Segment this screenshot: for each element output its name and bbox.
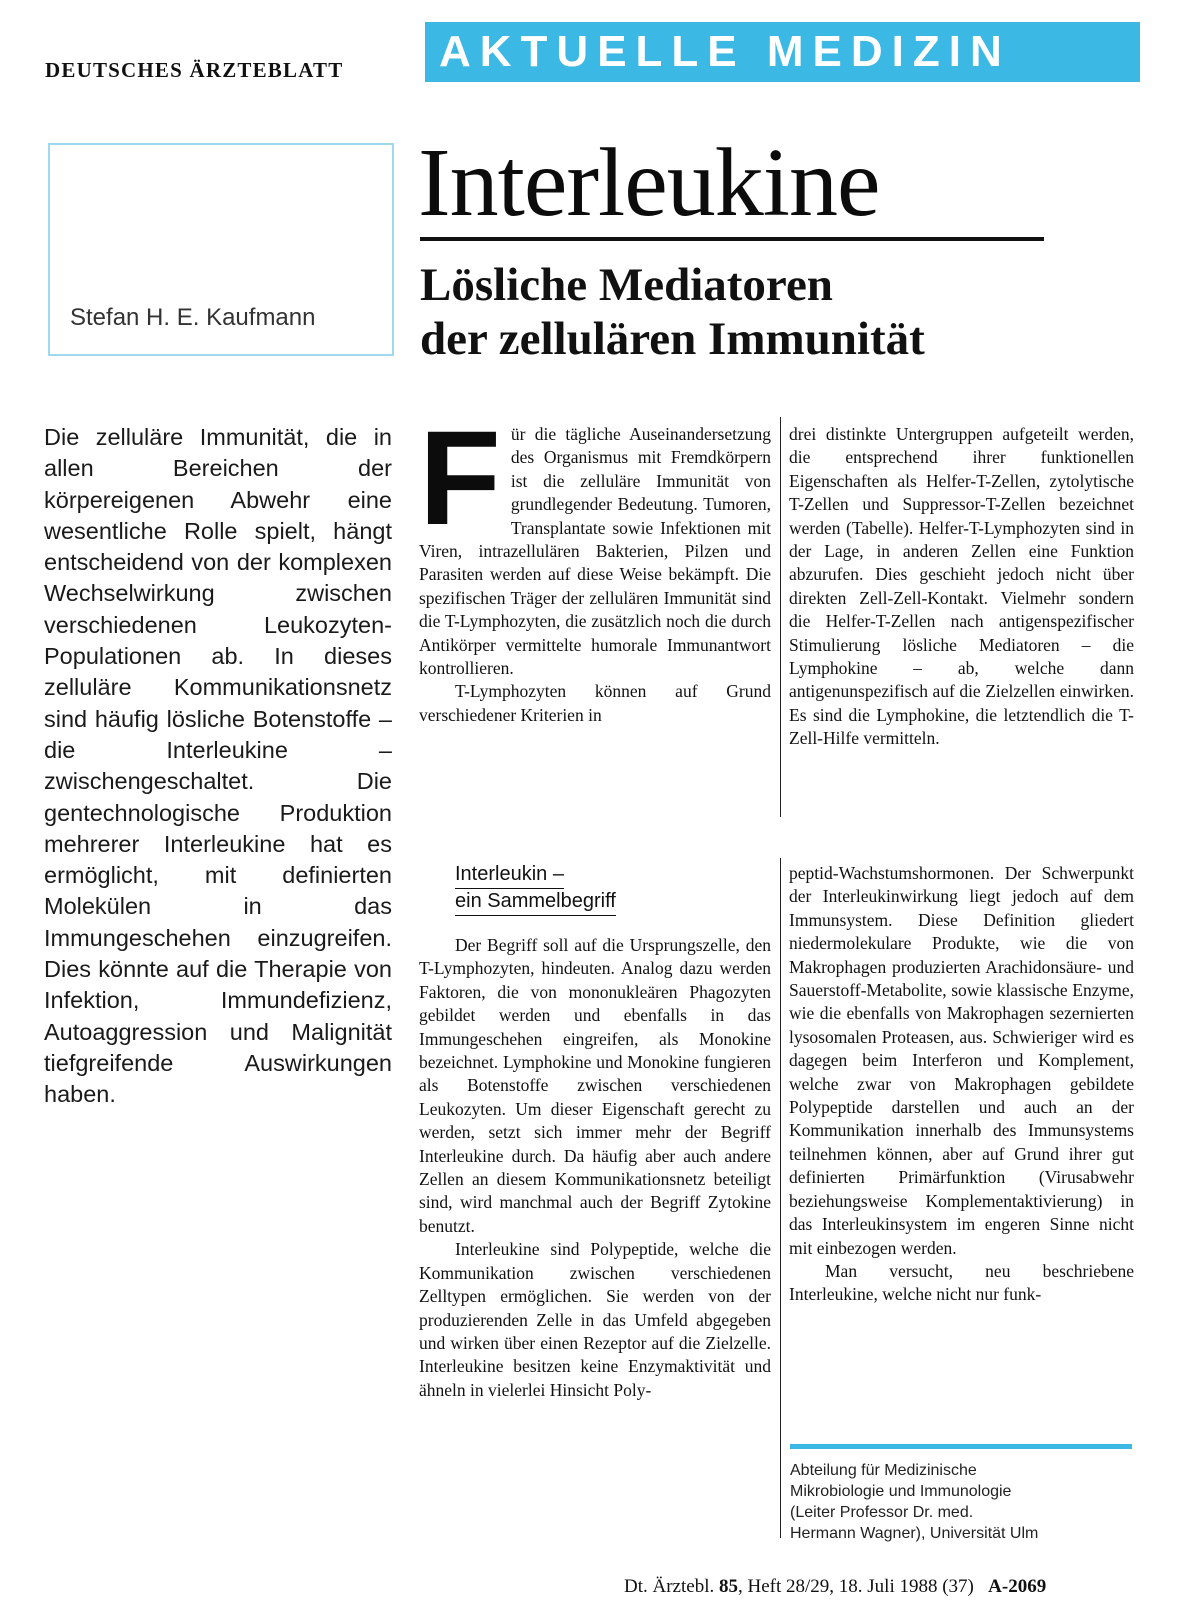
affiliation-line: Abteilung für Medizinische — [790, 1462, 977, 1479]
section-subheading — [455, 862, 771, 916]
column-rule — [780, 417, 781, 817]
body-column-1 — [419, 404, 771, 727]
body-column-2 — [789, 423, 1134, 751]
subheading-line-2: ein Sammelbegriff — [455, 889, 616, 916]
author-affiliation — [790, 1460, 1135, 1544]
column-rule — [780, 858, 781, 1538]
article-title: Interleukine — [418, 129, 880, 237]
subtitle-line-2: der zellulären Immunität — [420, 313, 925, 365]
article-subtitle — [420, 258, 1140, 366]
body-column-4 — [789, 862, 1134, 1307]
subtitle-line-1: Lösliche Mediatoren — [420, 259, 833, 311]
footer-journal: Dt. Ärztebl. — [624, 1576, 715, 1597]
affiliation-line: Mikrobiologie und Immunologie — [790, 1483, 1012, 1500]
body-paragraph — [419, 404, 771, 680]
abstract: Die zelluläre Immunität, die in allen Bereichen der körpereigenen Abwehr eine wesentliche Rolle spielt, hängt entscheidend von der komplexen Wechselwirkung zwischen verschiedenen Leukozyten-Populationen ab. In dieses zelluläre Kommunikationsnetz sind häufig lösliche Botenstoffe – die Interleukine – zwischengeschaltet. Die gentechnologische Produktion mehrerer Interleukine hat es ermöglicht, mit definierten Molekülen in das Immungeschehen einzugreifen. Dies könnte auf die Therapie von Infektion, Immundefizienz, Autoaggression und Malignität tiefgreifende Auswirkungen haben. — [44, 424, 392, 1108]
subheading-line-1: Interleukin – — [455, 862, 564, 889]
affiliation-rule — [790, 1444, 1132, 1449]
body-paragraph: T-Lymphozyten können auf Grund verschiedener Kriterien in — [419, 681, 771, 725]
author-name: Stefan H. E. Kaufmann — [70, 304, 316, 331]
body-column-3 — [419, 862, 771, 1402]
body-paragraph: Der Begriff soll auf die Ursprungszelle, den T-Lymphozyten, hindeuten. Analog dazu werden Faktoren, die von mononukleären Phagozyten gebildet werden und ebenfalls in das Immungeschehen eingreifen, als Monokine bezeichnet. Lymphokine und Monokine fungieren als Botenstoffe zwischen verschiedenen Leukozyten. Um dieser Eigenschaft gerecht zu werden, setzt sich immer mehr der Begriff Interleukine durch. Da häufig aber auch andere Zellen an diesem Kommunikationsnetz beteiligt sind, wird manchmal auch der Begriff Zytokine benutzt. — [419, 935, 771, 1236]
footer-volume: 85 — [718, 1576, 738, 1597]
paragraph-text: ür die tägliche Auseinandersetzung des Organismus mit Fremdkörpern ist die zelluläre Immunität von grundlegender Bedeutung. Tumoren, Transplantate sowie Infektionen mit Viren, intrazellulären Bakterien, Pilzen und Parasiten werden auf diese Weise bekämpft. Die spezifischen Träger der zellulären Immunität sind die T-Lymphozyten, die zusätzlich noch die durch Antikörper vermittelte humorale Immunantwort kontrollieren. — [419, 424, 771, 679]
body-paragraph: drei distinkte Untergruppen aufgeteilt werden, die entsprechend ihrer funktionellen Eigenschaften als Helfer-T-Zellen, zytolytische T-Zellen und Suppressor-T-Zellen bezeichnet werden (Tabelle). Helfer-T-Lymphozyten sind in der Lage, in anderen Zellen eine Funktion abzurufen. Dies geschieht jedoch nicht über direkten Zell-Zell-Kontakt. Vielmehr sondern die Helfer-T-Zellen nach antigenspezifischer Stimulierung lösliche Mediatoren – die Lymphokine – ab, welche dann antigenunspezifisch auf die Zielzellen einwirken. Es sind die Lymphokine, die letztendlich die T-Zell-Hilfe vermitteln. — [789, 424, 1134, 749]
drop-cap: F — [419, 404, 501, 553]
title-rule — [420, 237, 1044, 241]
body-paragraph: peptid-Wachstumshormonen. Der Schwerpunkt der Interleukinwirkung liegt jedoch auf dem Immunsystem. Diese Definition gliedert niedermolekulare Produkte, wie die von Makrophagen produzierten Arachidonsäure- und Sauerstoff-Metabolite, sowie klassische Enzyme, wie die ebenfalls von Makrophagen sezernierten lysosomalen Proteasen, aus. Schwieriger wird es dagegen beim Interferon und Komplement, welche zwar von Makrophagen gebildete Polypeptide darstellen und auch an der Kommunikation innerhalb des Immunsystems teilnehmen können, aber auf Grund ihrer gut definierten Primärfunktion (Virusabwehr beziehungsweise Komplementaktivierung) in das Interleukinsystem im engeren Sinne nicht mit einbezogen werden. — [789, 863, 1134, 1258]
affiliation-line: Hermann Wagner), Universität Ulm — [790, 1525, 1039, 1542]
masthead: DEUTSCHES ÄRZTEBLATT — [45, 58, 344, 82]
affiliation-line: (Leiter Professor Dr. med. — [790, 1504, 974, 1521]
section-banner: AKTUELLE MEDIZIN — [425, 22, 1140, 82]
body-paragraph: Interleukine sind Polypeptide, welche die Kommunikation zwischen verschiedenen Zelltypen ermöglichen. Sie werden von der produzierenden Zelle in das Umfeld abgegeben und wirken über einen Rezeptor auf die Zielzelle. Interleukine besitzen keine Enzymaktivität und ähneln in vielerlei Hinsicht Poly- — [419, 1239, 771, 1400]
page-footer — [624, 1576, 1046, 1598]
page-number: A-2069 — [988, 1576, 1047, 1597]
footer-issue: , Heft 28/29, 18. Juli 1988 (37) — [737, 1576, 974, 1597]
body-paragraph: Man versucht, neu beschriebene Interleukine, welche nicht nur funk- — [789, 1260, 1134, 1305]
